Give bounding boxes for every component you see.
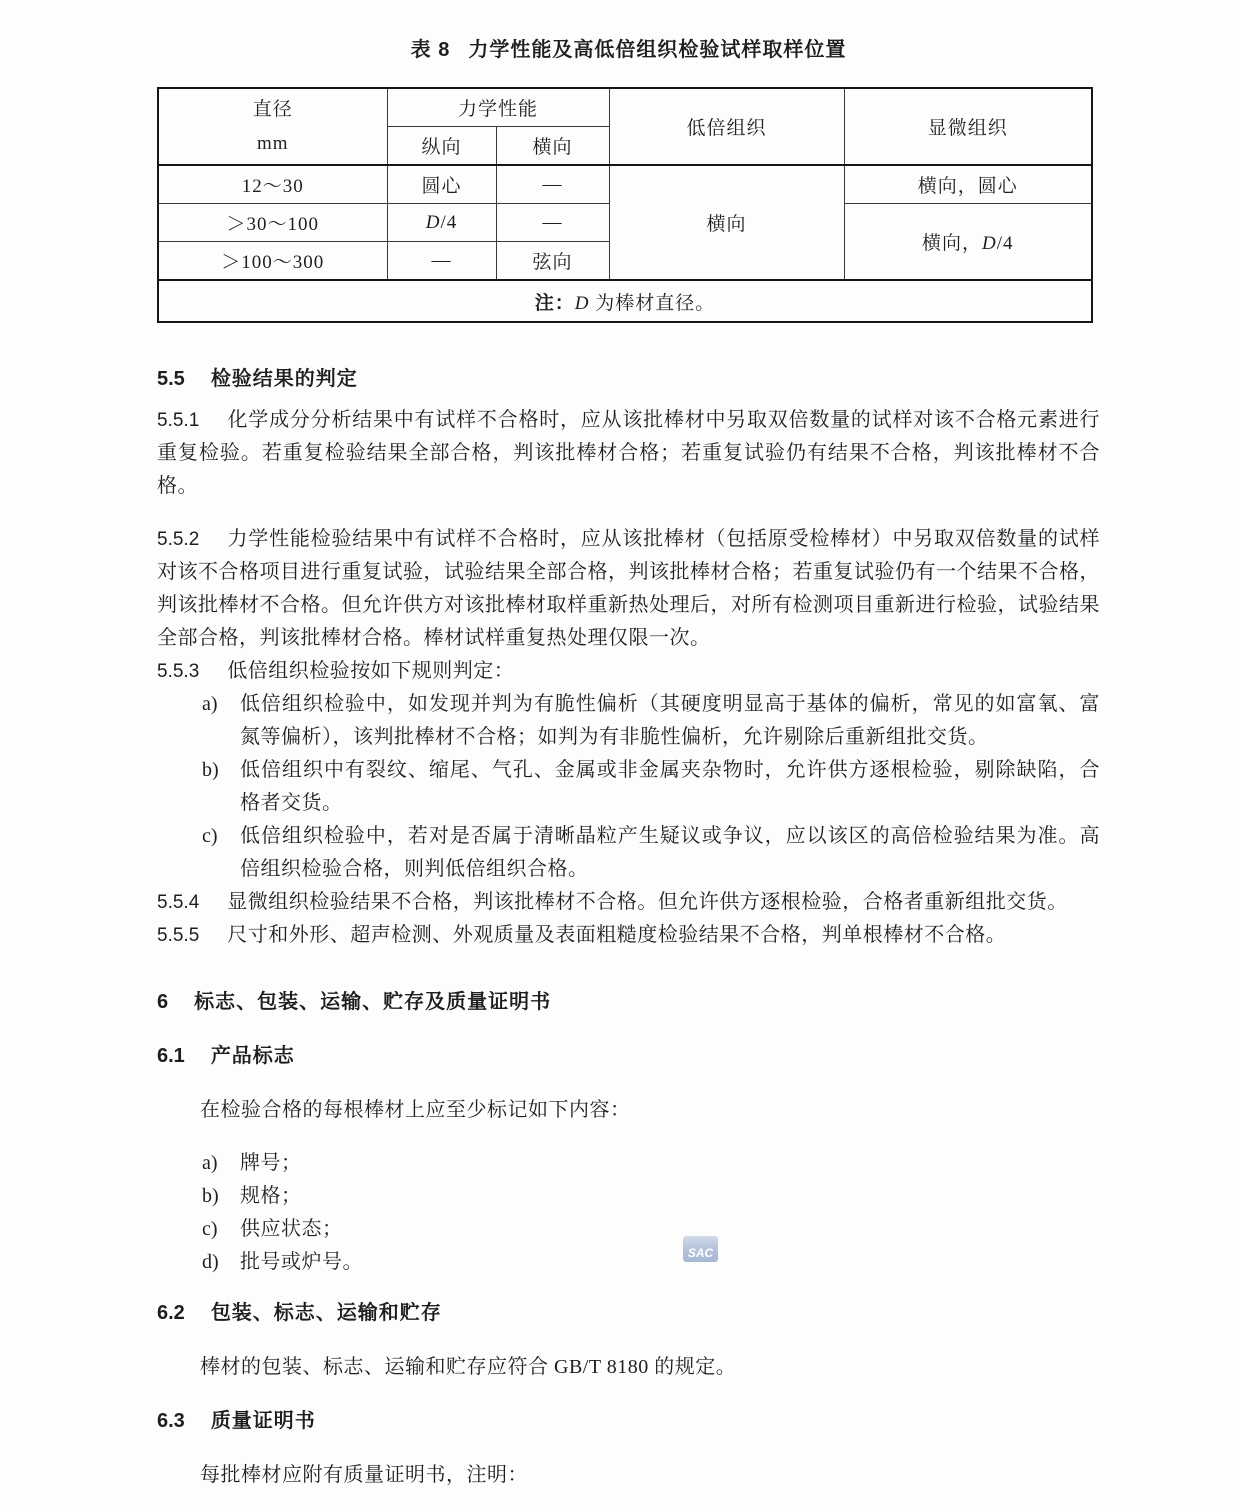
list-item-a: a) 低倍组织检验中，如发现并判为有脆性偏析（其硬度明显高于基体的偏析，常见的如富氧、富氮等偏析），该判批棒材不合格；如判为有非脆性偏析，允许剔除后重新组批交货。 (157, 688, 1100, 754)
heading-title: 质量证明书 (210, 1410, 316, 1432)
clause-number: 5.5.5 (157, 925, 200, 946)
list-item-c: c) 低倍组织检验中，若对是否属于清晰晶粒产生疑议或争议，应以该区的高倍检验结果为准。高倍组织检验合格，则判低倍组织合格。 (157, 820, 1100, 886)
heading-5-5 (157, 367, 1100, 391)
heading-6-1 (157, 1044, 1100, 1068)
clause-number: 5.5.3 (157, 661, 200, 682)
clause-number: 5.5.4 (157, 892, 200, 913)
heading-title: 检验结果的判定 (210, 368, 358, 390)
heading-number: 5.5 (157, 368, 185, 390)
cell-trans-2: — (496, 204, 609, 242)
heading-6-2 (157, 1301, 1100, 1325)
diameter-unit: mm (256, 132, 289, 154)
list-item-b: b) 低倍组织中有裂纹、缩尾、气孔、金属或非金属夹杂物时，允许供方逐根检验，剔除缺陷，合格者交货。 (157, 754, 1100, 820)
cell-trans-3: 弦向 (496, 242, 609, 281)
list-label: d) (202, 1251, 219, 1273)
sac-watermark-logo: SAC (683, 1236, 718, 1262)
cell-trans-1: — (496, 165, 609, 204)
table-caption (157, 33, 1100, 62)
heading-title: 标志、包装、运输、贮存及质量证明书 (194, 991, 552, 1013)
heading-title: 产品标志 (210, 1045, 295, 1067)
table-row (158, 165, 1092, 204)
diameter-label: 直径 (252, 98, 293, 120)
cell-long-2: D/4 (387, 204, 496, 242)
paragraph-5-5-3: 5.5.3 低倍组织检验按如下规则判定： (157, 660, 515, 682)
header-cell-diameter (158, 88, 387, 165)
table-note-row (158, 280, 1092, 322)
paragraph-6-3: 每批棒材应附有质量证明书，注明： (200, 1464, 528, 1486)
table-note: 注：D 为棒材直径。 (158, 280, 1092, 322)
d-symbol: D (982, 233, 997, 254)
list-label: a) (202, 693, 218, 715)
list-label: b) (202, 1185, 219, 1207)
table-title-text: 力学性能及高低倍组织检验试样取样位置 (468, 39, 847, 61)
list-item-a: a) 牌号； (157, 1147, 1100, 1180)
paragraph-5-5-4: 5.5.4 显微组织检验结果不合格，判该批棒材不合格。但允许供方逐根检验，合格者重新组批交货。 (157, 891, 1068, 913)
clause-number: 5.5.2 (157, 529, 200, 550)
heading-number: 6.1 (157, 1045, 185, 1067)
table-number: 表 8 (410, 39, 451, 61)
d-symbol: D (574, 292, 590, 314)
d-symbol: D (425, 211, 441, 233)
cell-diameter-3: ＞100～300 (158, 242, 387, 281)
cell-long-1: 圆心 (387, 165, 496, 204)
header-cell-transverse: 横向 (496, 127, 609, 166)
heading-6-3 (157, 1409, 1100, 1433)
page-content (157, 0, 1100, 1512)
header-cell-longitudinal: 纵向 (387, 127, 496, 166)
list-label: c) (202, 1218, 218, 1240)
list-item-b: b) 规格； (157, 1180, 1100, 1213)
header-cell-macrostructure: 低倍组织 (609, 88, 844, 165)
cell-diameter-1: 12～30 (158, 165, 387, 204)
list-label: b) (202, 759, 219, 781)
list-label: a) (202, 1152, 218, 1174)
list-item-c: c) 供应状态； (157, 1213, 1100, 1246)
cell-diameter-2: ＞30～100 (158, 204, 387, 242)
header-cell-mechanical: 力学性能 (387, 88, 609, 127)
list-label: c) (202, 825, 218, 847)
paragraph-6-1-intro: 在检验合格的每根棒材上应至少标记如下内容： (200, 1099, 631, 1121)
cell-long-3: — (387, 242, 496, 281)
heading-number: 6 (157, 991, 169, 1013)
header-cell-microstructure: 显微组织 (844, 88, 1092, 165)
table-header-row-1 (158, 88, 1092, 127)
cell-macro: 横向 (609, 165, 844, 280)
cell-micro-2: 横向，D/4 (844, 204, 1092, 281)
list-item-d: d) 批号或炉号。 (157, 1246, 1100, 1279)
paragraph-5-5-5: 5.5.5 尺寸和外形、超声检测、外观质量及表面粗糙度检验结果不合格，判单根棒材不合格。 (157, 924, 1007, 946)
paragraph-6-2: 棒材的包装、标志、运输和贮存应符合 GB/T 8180 的规定。 (200, 1356, 737, 1378)
heading-6 (157, 990, 1100, 1014)
clause-number: 5.5.1 (157, 410, 200, 431)
paragraph-5-5-1: 5.5.1 化学成分分析结果中有试样不合格时，应从该批棒材中另取双倍数量的试样对该不合格元素进行重复检验。若重复检验结果全部合格，判该批棒材合格；若重复试验仍有结果不合格，判该批棒材不合格。 (157, 409, 1100, 497)
cell-micro-1: 横向，圆心 (844, 165, 1092, 204)
heading-number: 6.2 (157, 1302, 185, 1324)
table-8 (157, 87, 1093, 323)
heading-title: 包装、标志、运输和贮存 (210, 1302, 442, 1324)
note-label: 注： (534, 292, 575, 314)
heading-number: 6.3 (157, 1410, 185, 1432)
paragraph-5-5-2: 5.5.2 力学性能检验结果中有试样不合格时，应从该批棒材（包括原受检棒材）中另取双倍数量的试样对该不合格项目进行重复试验，试验结果全部合格，判该批棒材合格；若重复试验仍有一个结果不合格，判该批棒材不合格。但允许供方对该批棒材取样重新热处理后，对所有检测项目重新进行检验，试验结果全部合格，判该批棒材合格。棒材试样重复热处理仅限一次。 (157, 528, 1100, 649)
